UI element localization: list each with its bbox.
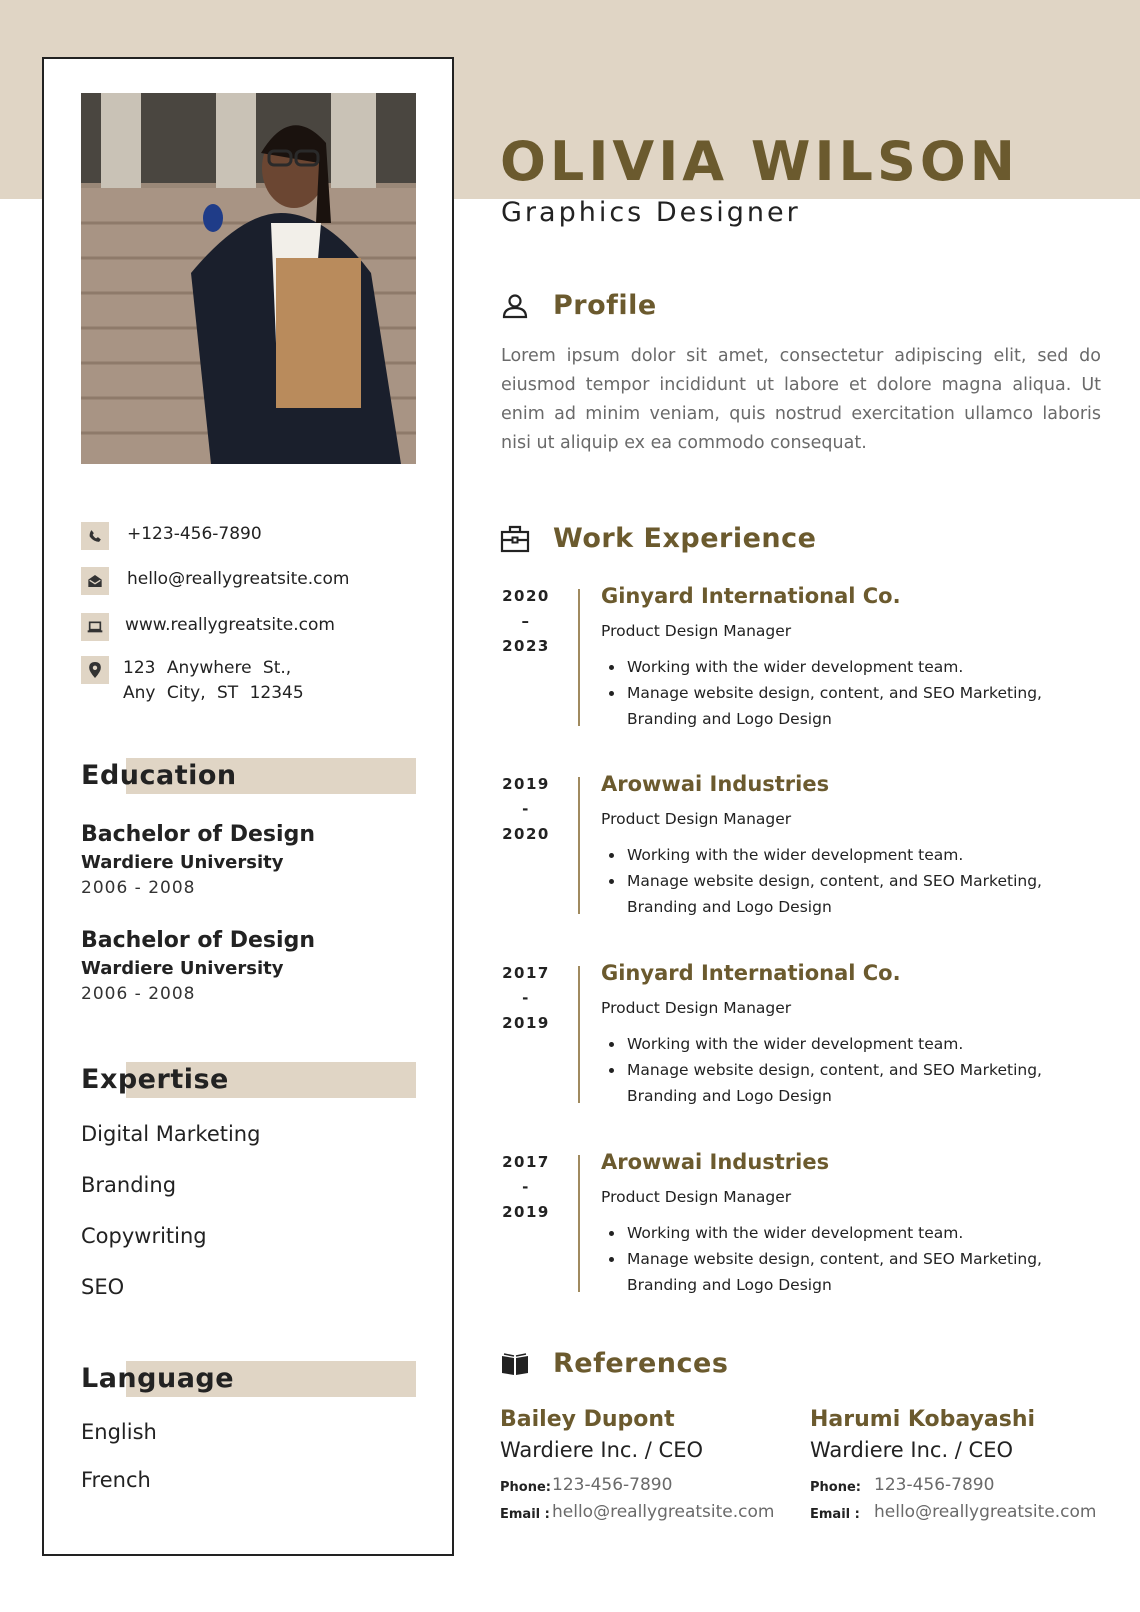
- job-bullets: [601, 1031, 1051, 1109]
- email-link[interactable]: hello@reallygreatsite.com: [127, 569, 350, 589]
- job-title: Product Design Manager: [601, 810, 792, 828]
- expertise-heading: [81, 1062, 416, 1098]
- email-label: Email :: [500, 1507, 550, 1522]
- reference-org: Wardiere Inc. / CEO: [500, 1438, 704, 1462]
- degree: Bachelor of Design: [81, 928, 315, 953]
- job-bullets: [601, 654, 1051, 732]
- profile-heading: [500, 290, 657, 321]
- job-dates: [500, 1150, 552, 1225]
- phone-value: 123-456-7890: [552, 1475, 673, 1495]
- job-company: Arowwai Industries: [601, 1150, 830, 1174]
- reference-name: Harumi Kobayashi: [810, 1407, 1036, 1432]
- website-link[interactable]: www.reallygreatsite.com: [125, 615, 335, 635]
- candidate-name: OLIVIA WILSON: [500, 130, 1019, 193]
- profile-title: Profile: [553, 290, 657, 321]
- job-end-year: 2019: [502, 1203, 550, 1221]
- timeline-line: [578, 777, 580, 914]
- job-date-separator: -: [522, 800, 530, 818]
- degree: Bachelor of Design: [81, 822, 315, 847]
- language-title: Language: [81, 1363, 235, 1394]
- education-years: 2006 - 2008: [81, 984, 196, 1004]
- candidate-role: Graphics Designer: [501, 197, 801, 228]
- job-company: Ginyard International Co.: [601, 961, 901, 985]
- job-bullet: Manage website design, content, and SEO Marketing, Branding and Logo Design: [601, 1057, 1051, 1109]
- references-heading: [500, 1348, 728, 1379]
- job-start-year: 2020: [502, 587, 550, 605]
- reference-org: Wardiere Inc. / CEO: [810, 1438, 1014, 1462]
- university: Wardiere University: [81, 852, 284, 873]
- laptop-icon: [81, 613, 109, 641]
- expertise-item: Copywriting: [81, 1224, 207, 1248]
- email-value[interactable]: hello@reallygreatsite.com: [874, 1502, 1097, 1522]
- user-icon: [500, 291, 530, 321]
- reference-card: [810, 1405, 1096, 1527]
- mail-icon: [81, 567, 109, 595]
- profile-paragraph: Lorem ipsum dolor sit amet, consectetur adipiscing elit, sed do eiusmod tempor incididunt ut labore et dolore magna aliqua. Ut enim ad minim veniam, quis nostrud exercitation ullamco laboris nisi ut aliquip ex ea commodo consequat.: [501, 346, 1101, 453]
- job-bullet: Working with the wider development team.: [601, 1220, 1051, 1246]
- job-start-year: 2017: [502, 1153, 550, 1171]
- job-end-year: 2023: [502, 637, 550, 655]
- education-title: Education: [81, 760, 237, 791]
- email-value[interactable]: hello@reallygreatsite.com: [552, 1502, 775, 1522]
- job-title: Product Design Manager: [601, 999, 792, 1017]
- job-start-year: 2017: [502, 964, 550, 982]
- job-company: Arowwai Industries: [601, 772, 830, 796]
- job-dates: [500, 772, 552, 847]
- job-end-year: 2019: [502, 1014, 550, 1032]
- references-title: References: [553, 1348, 729, 1379]
- phone-value: 123-456-7890: [874, 1475, 995, 1495]
- reference-card: [500, 1405, 774, 1527]
- contact-website[interactable]: [81, 613, 335, 641]
- expertise-item: Digital Marketing: [81, 1122, 261, 1146]
- job-title: Product Design Manager: [601, 622, 792, 640]
- job-bullet: Working with the wider development team.: [601, 842, 1051, 868]
- job-bullet: Manage website design, content, and SEO Marketing, Branding and Logo Design: [601, 868, 1051, 920]
- contact-phone: [81, 522, 262, 550]
- language-item: French: [81, 1468, 151, 1492]
- reference-phone: [810, 1473, 1096, 1500]
- job-bullets: [601, 1220, 1051, 1298]
- reference-phone: [500, 1473, 774, 1500]
- work-heading: [500, 523, 816, 554]
- book-icon: [500, 1349, 530, 1379]
- job-date-separator: –: [521, 612, 531, 630]
- university: Wardiere University: [81, 958, 284, 979]
- job-company: Ginyard International Co.: [601, 584, 901, 608]
- contact-address: [81, 656, 333, 706]
- job-end-year: 2020: [502, 825, 550, 843]
- work-title: Work Experience: [553, 523, 817, 554]
- job-dates: [500, 961, 552, 1036]
- reference-email: [500, 1500, 774, 1527]
- profile-photo: [81, 93, 416, 464]
- education-years: 2006 - 2008: [81, 878, 196, 898]
- phone-icon: [81, 522, 109, 550]
- education-item: [81, 820, 315, 900]
- language-heading: [81, 1361, 416, 1397]
- job-bullet: Manage website design, content, and SEO Marketing, Branding and Logo Design: [601, 1246, 1051, 1298]
- job-bullet: Manage website design, content, and SEO Marketing, Branding and Logo Design: [601, 680, 1051, 732]
- phone-label: Phone:: [500, 1480, 551, 1495]
- job-date-separator: -: [522, 1178, 530, 1196]
- education-item: [81, 926, 315, 1006]
- job-title: Product Design Manager: [601, 1188, 792, 1206]
- expertise-title: Expertise: [81, 1064, 229, 1095]
- job-bullet: Working with the wider development team.: [601, 654, 1051, 680]
- job-date-separator: -: [522, 989, 530, 1007]
- job-bullet: Working with the wider development team.: [601, 1031, 1051, 1057]
- timeline-line: [578, 1155, 580, 1292]
- address-text: 123 Anywhere St., Any City, ST 12345: [123, 658, 304, 703]
- language-item: English: [81, 1420, 157, 1444]
- reference-email: [810, 1500, 1096, 1527]
- email-label: Email :: [810, 1507, 860, 1522]
- phone-text: +123-456-7890: [127, 524, 262, 544]
- timeline-line: [578, 589, 580, 726]
- job-start-year: 2019: [502, 775, 550, 793]
- reference-name: Bailey Dupont: [500, 1407, 675, 1432]
- expertise-item: SEO: [81, 1275, 125, 1299]
- expertise-item: Branding: [81, 1173, 177, 1197]
- contact-email[interactable]: [81, 567, 349, 595]
- phone-label: Phone:: [810, 1480, 861, 1495]
- timeline-line: [578, 966, 580, 1103]
- location-pin-icon: [81, 656, 109, 684]
- job-bullets: [601, 842, 1051, 920]
- job-dates: [500, 584, 552, 659]
- briefcase-icon: [500, 524, 530, 554]
- education-heading: [81, 758, 416, 794]
